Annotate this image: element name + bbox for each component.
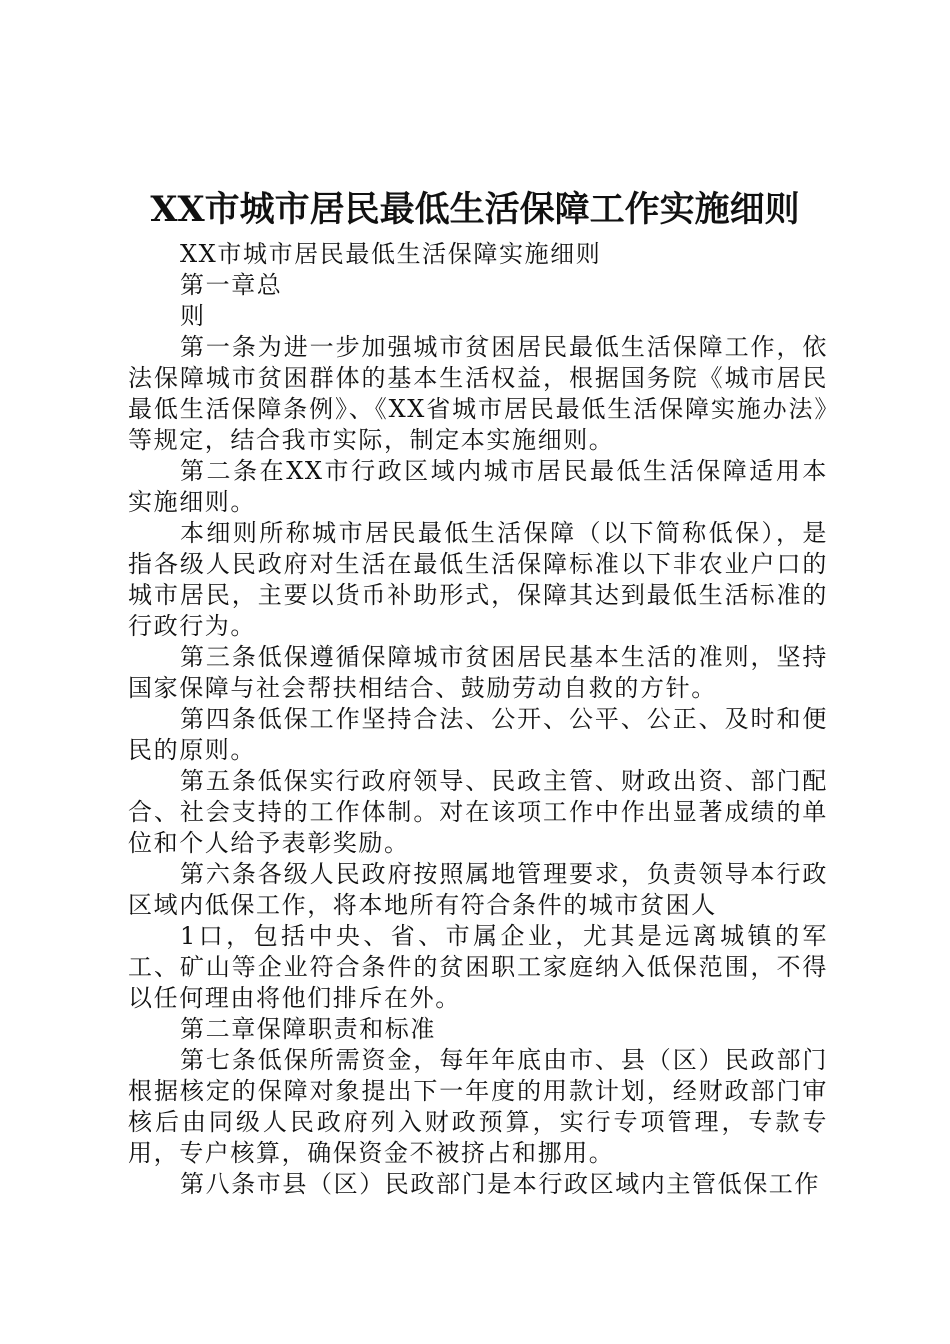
document-body	[128, 239, 828, 1200]
paragraph-article-4: 第四条低保工作坚持合法、公开、公平、公正、及时和便民的原则。	[128, 705, 828, 764]
paragraph-article-6-cont: 1口，包括中央、省、市属企业，尤其是远离城镇的军工、矿山等企业符合条件的贫困职工家庭纳入低保范围，不得以任何理由将他们排斥在外。	[128, 922, 828, 1012]
paragraph-article-8: 第八条市县（区）民政部门是本行政区域内主管低保工作	[180, 1170, 820, 1198]
paragraph-subtitle: XX市城市居民最低生活保障实施细则	[180, 240, 602, 268]
paragraph-article-3: 第三条低保遵循保障城市贫困居民基本生活的准则，坚持国家保障与社会帮扶相结合、鼓励劳动自救的方针。	[128, 643, 828, 702]
paragraph-article-5: 第五条低保实行政府领导、民政主管、财政出资、部门配合、社会支持的工作体制。对在该项工作中作出显著成绩的单位和个人给予表彰奖励。	[128, 767, 828, 857]
paragraph-chapter-heading-cont: 则	[180, 302, 206, 330]
paragraph-chapter-2-heading: 第二章保障职责和标准	[180, 1015, 436, 1043]
document-title: XX市城市居民最低生活保障工作实施细则	[150, 189, 800, 230]
paragraph-chapter-heading: 第一章总	[180, 271, 283, 299]
paragraph-article-1: 第一条为进一步加强城市贫困居民最低生活保障工作，依法保障城市贫困群体的基本生活权益，根据国务院《城市居民最低生活保障条例》、《XX省城市居民最低生活保障实施办法》等规定，结合我市实际，制定本实施细则。	[128, 333, 828, 454]
paragraph-article-2: 第二条在XX市行政区域内城市居民最低生活保障适用本实施细则。	[128, 457, 828, 516]
paragraph-definition: 本细则所称城市居民最低生活保障（以下简称低保），是指各级人民政府对生活在最低生活保障标准以下非农业户口的城市居民，主要以货币补助形式，保障其达到最低生活标准的行政行为。	[128, 519, 828, 640]
paragraph-article-6: 第六条各级人民政府按照属地管理要求，负责领导本行政区域内低保工作，将本地所有符合条件的城市贫困人	[128, 860, 828, 919]
paragraph-article-7: 第七条低保所需资金，每年年底由市、县（区）民政部门根据核定的保障对象提出下一年度的用款计划，经财政部门审核后由同级人民政府列入财政预算，实行专项管理，专款专用，专户核算，确保资金不被挤占和挪用。	[128, 1046, 828, 1167]
